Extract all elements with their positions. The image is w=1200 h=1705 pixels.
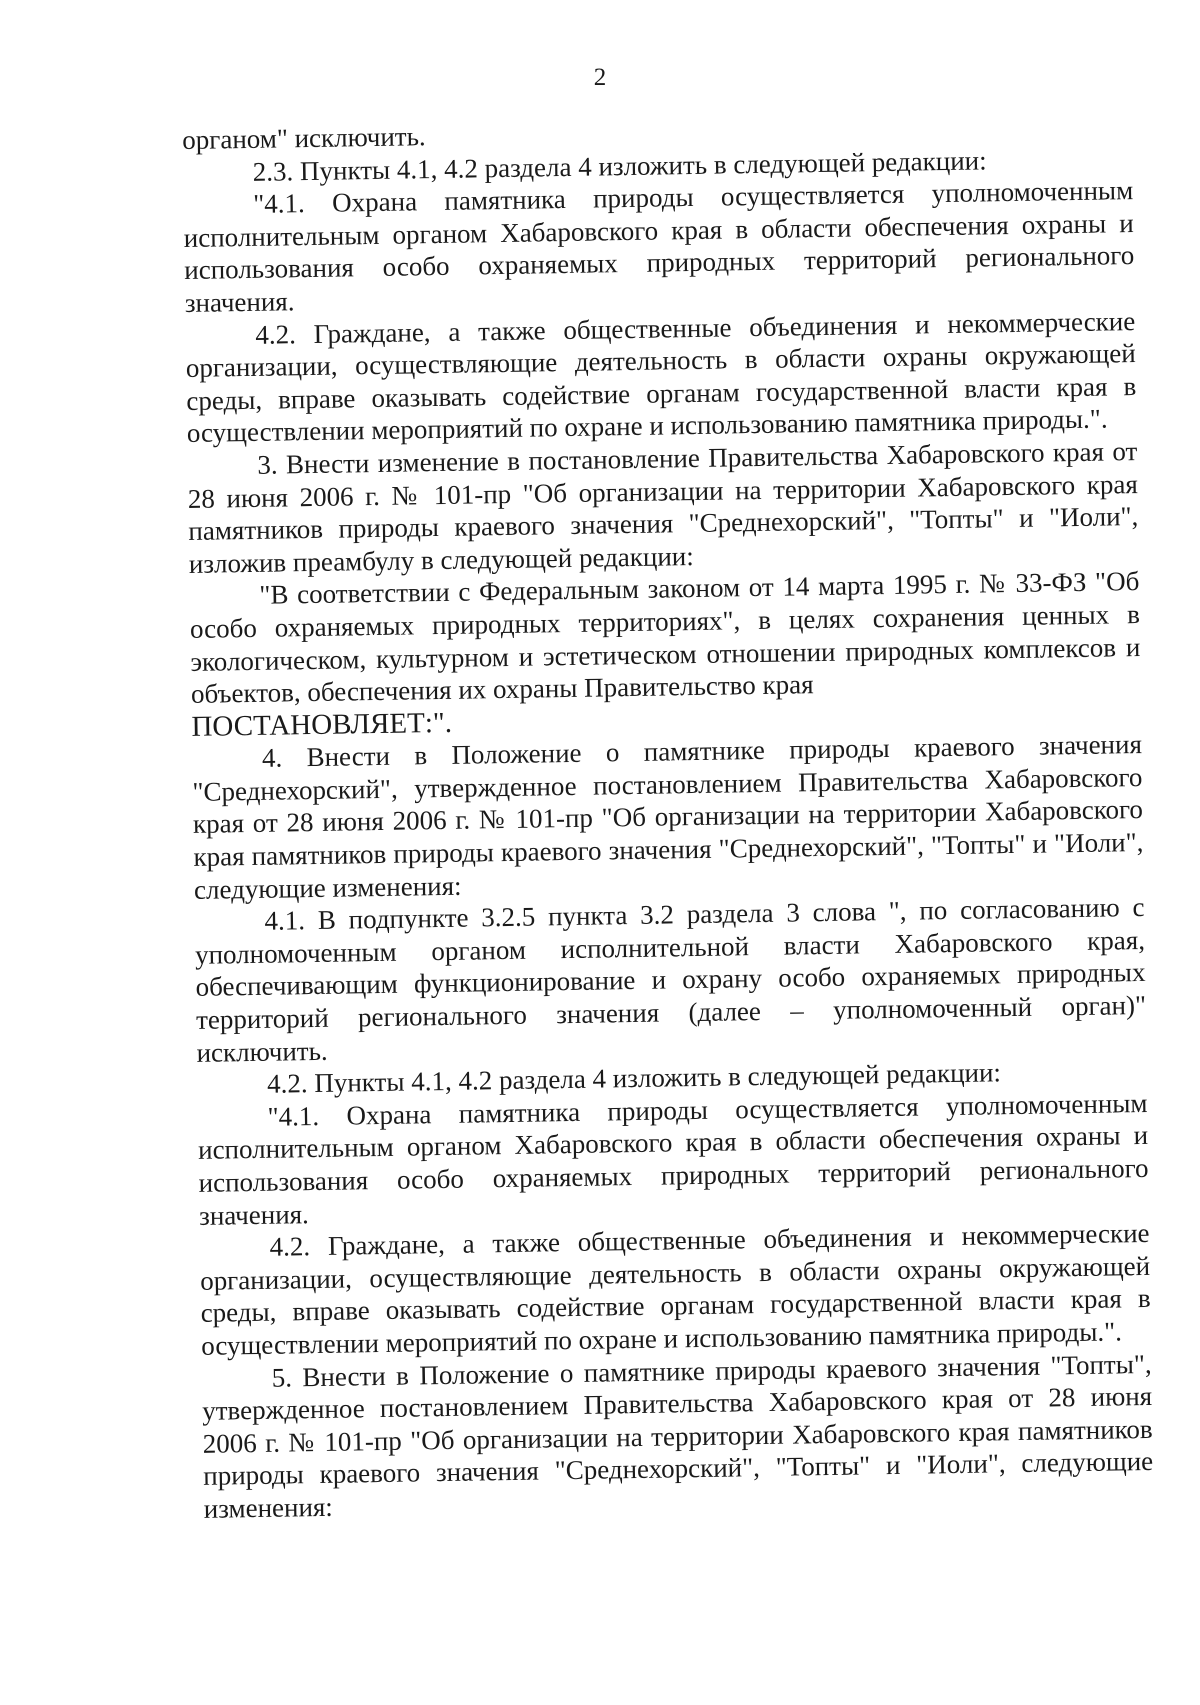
paragraph-resolves: ПОСТАНОВЛЯЕТ:".	[191, 706, 453, 743]
paragraph: 3. Внести изменение в постановление Правительства Хабаровского края от 28 июня 2006 г. № 101-пр "Об организации на территории Хабаровского края памятников природы краевого значения "Среднехорский", "Топты" и "Иоли", изложив преамбулу в следующей редакции:	[187, 435, 1139, 579]
paragraph: "4.1. Охрана памятника природы осуществляется уполномоченным исполнительным органом Хабаровского края в области обеспечения охраны и использования особо охраняемых природных территорий регионального значения.	[197, 1087, 1149, 1231]
paragraph: "В соответствии с Федеральным законом от 14 марта 1995 г. № 33-ФЗ "Об особо охраняемых природных территориях", в целях сохранения ценных в экологическом, культурном и эстетическом отношении природных комплексов и объектов, обеспечения их охраны Правительство края	[189, 566, 1141, 710]
paragraph: 2.3. Пункты 4.1, 4.2 раздела 4 изложить в следующей редакции:	[252, 144, 987, 187]
paragraph: 4.2. Граждане, а также общественные объединения и некоммерческие организации, осуществляющие деятельность в области охраны окружающей среды, вправе оказывать содействие органам государственной власти края в осуществлении мероприятий по охране и использованию памятника природы.".	[185, 305, 1137, 449]
paragraph: 4.1. В подпункте 3.2.5 пункта 3.2 раздела 3 слова ", по согласованию с уполномоченным органом исполнительной власти Хабаровского края, обеспечивающим функционирование и охрану особо охраняемых природных территорий регионального значения (далее – уполномоченный орган)" исключить.	[194, 892, 1147, 1068]
paragraph: 4.2. Граждане, а также общественные объединения и некоммерческие организации, осуществляющие деятельность в области охраны окружающей среды, вправе оказывать содействие органам государственной власти края в осуществлении мероприятий по охране и использованию памятника природы.".	[199, 1218, 1151, 1361]
document-body	[182, 109, 1154, 1525]
paragraph: органом" исключить.	[182, 121, 426, 155]
paragraph: 5. Внести в Положение о памятнике природы краевого значения "Топты", утвержденное постановлением Правительства Хабаровского края от 28 июня 2006 г. № 101-пр "Об организации на территории Хабаровского края памятников природы краевого значения "Среднехорский", "Топты" и "Иоли", следующие изменения:	[201, 1348, 1154, 1524]
page-number: 2	[593, 64, 607, 91]
paragraph: 4.2. Пункты 4.1, 4.2 раздела 4 изложить в следующей редакции:	[266, 1057, 1002, 1099]
paragraph: "4.1. Охрана памятника природы осуществляется уполномоченным исполнительным органом Хабаровского края в области обеспечения охраны и использования особо охраняемых природных территорий регионального значения.	[183, 175, 1135, 318]
paragraph: 4. Внести в Положение о памятнике природы краевого значения "Среднехорский", утвержденное постановлением Правительства Хабаровского края от 28 июня 2006 г. № 101-пр "Об организации на территории Хабаровского края памятников природы краевого значения "Среднехорский", "Топты" и "Иоли", следующие изменения:	[192, 729, 1144, 905]
